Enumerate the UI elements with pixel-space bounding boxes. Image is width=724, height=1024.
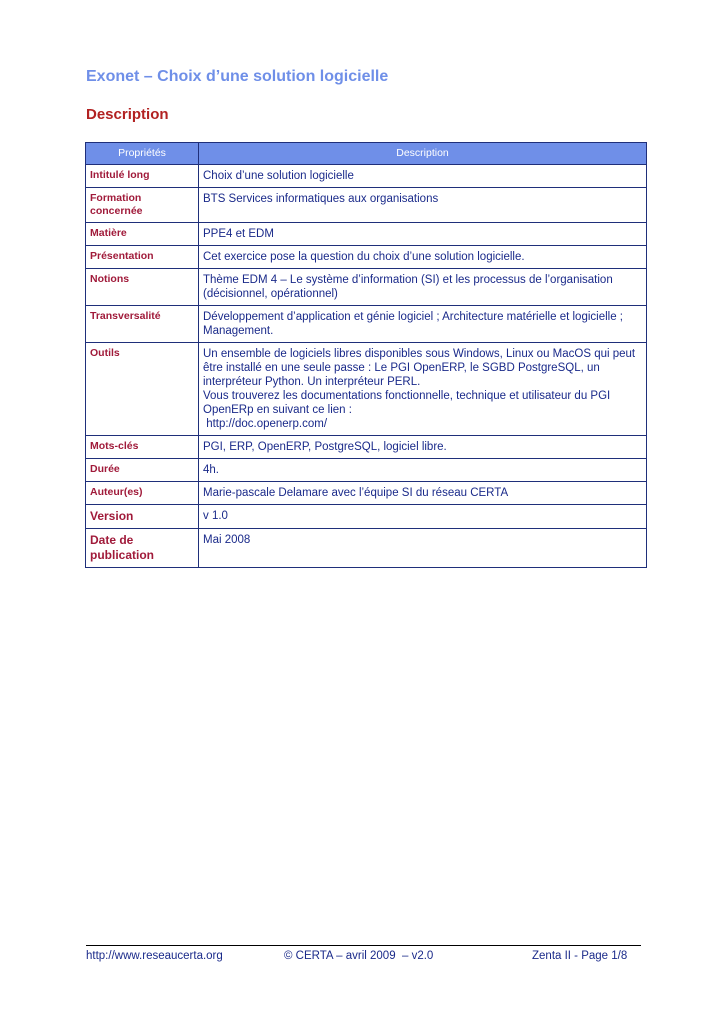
section-heading: Description xyxy=(86,106,169,123)
table-row xyxy=(86,529,647,568)
table-row xyxy=(86,343,647,436)
table-row xyxy=(86,165,647,188)
table-row xyxy=(86,482,647,505)
row-key: Intitulé long xyxy=(86,165,199,188)
row-key: Date de publication xyxy=(86,529,199,568)
description-table xyxy=(85,142,647,568)
doc-link[interactable]: http://doc.openerp.com/ xyxy=(203,418,328,430)
row-value: v 1.0 xyxy=(199,505,647,529)
row-key: Présentation xyxy=(86,246,199,269)
row-value: BTS Services informatiques aux organisations xyxy=(199,188,647,223)
value-line: Vous trouverez les documentations fonctionnelle, technique et utilisateur du PGI OpenERp en suivant ce lien : xyxy=(203,390,611,416)
row-value: 4h. xyxy=(199,459,647,482)
table-row xyxy=(86,246,647,269)
header-properties: Propriétés xyxy=(86,143,199,165)
row-key: Notions xyxy=(86,269,199,306)
table-row xyxy=(86,459,647,482)
table-row xyxy=(86,505,647,529)
row-value: Cet exercice pose la question du choix d’une solution logicielle. xyxy=(199,246,647,269)
table-row xyxy=(86,306,647,343)
footer-copyright: © CERTA – avril 2009 – v2.0 xyxy=(284,950,434,962)
row-value: PGI, ERP, OpenERP, PostgreSQL, logiciel libre. xyxy=(199,436,647,459)
table-row xyxy=(86,188,647,223)
footer-url-link[interactable]: http://www.reseaucerta.org xyxy=(86,950,223,962)
row-value: Développement d’application et génie logiciel ; Architecture matérielle et logicielle ; Management. xyxy=(199,306,647,343)
footer-divider xyxy=(86,945,641,946)
row-value: Mai 2008 xyxy=(199,529,647,568)
row-key: Auteur(es) xyxy=(86,482,199,505)
table-row xyxy=(86,269,647,306)
value-line: Un ensemble de logiciels libres disponibles sous Windows, Linux ou MacOS qui peut être installé en une seule passe : Le PGI OpenERP, le SGBD PostgreSQL, un interpréteur Python. Un interpréteur PERL. xyxy=(203,348,636,388)
row-value: PPE4 et EDM xyxy=(199,223,647,246)
table-row xyxy=(86,436,647,459)
row-value: Marie-pascale Delamare avec l’équipe SI du réseau CERTA xyxy=(199,482,647,505)
table-header-row xyxy=(86,143,647,165)
row-key: Outils xyxy=(86,343,199,436)
row-value: Thème EDM 4 – Le système d’information (SI) et les processus de l’organisation (décisionnel, opérationnel) xyxy=(199,269,647,306)
footer-page-number: Zenta II - Page 1/8 xyxy=(532,950,628,962)
document-title: Exonet – Choix d’une solution logicielle xyxy=(86,68,389,85)
table-row xyxy=(86,223,647,246)
row-key: Mots-clés xyxy=(86,436,199,459)
row-key: Transversalité xyxy=(86,306,199,343)
row-key: Matière xyxy=(86,223,199,246)
header-description: Description xyxy=(199,143,647,165)
row-value: Choix d’une solution logicielle xyxy=(199,165,647,188)
row-value xyxy=(199,343,647,436)
row-key: Version xyxy=(86,505,199,529)
row-key: Formation concernée xyxy=(86,188,199,223)
row-key: Durée xyxy=(86,459,199,482)
